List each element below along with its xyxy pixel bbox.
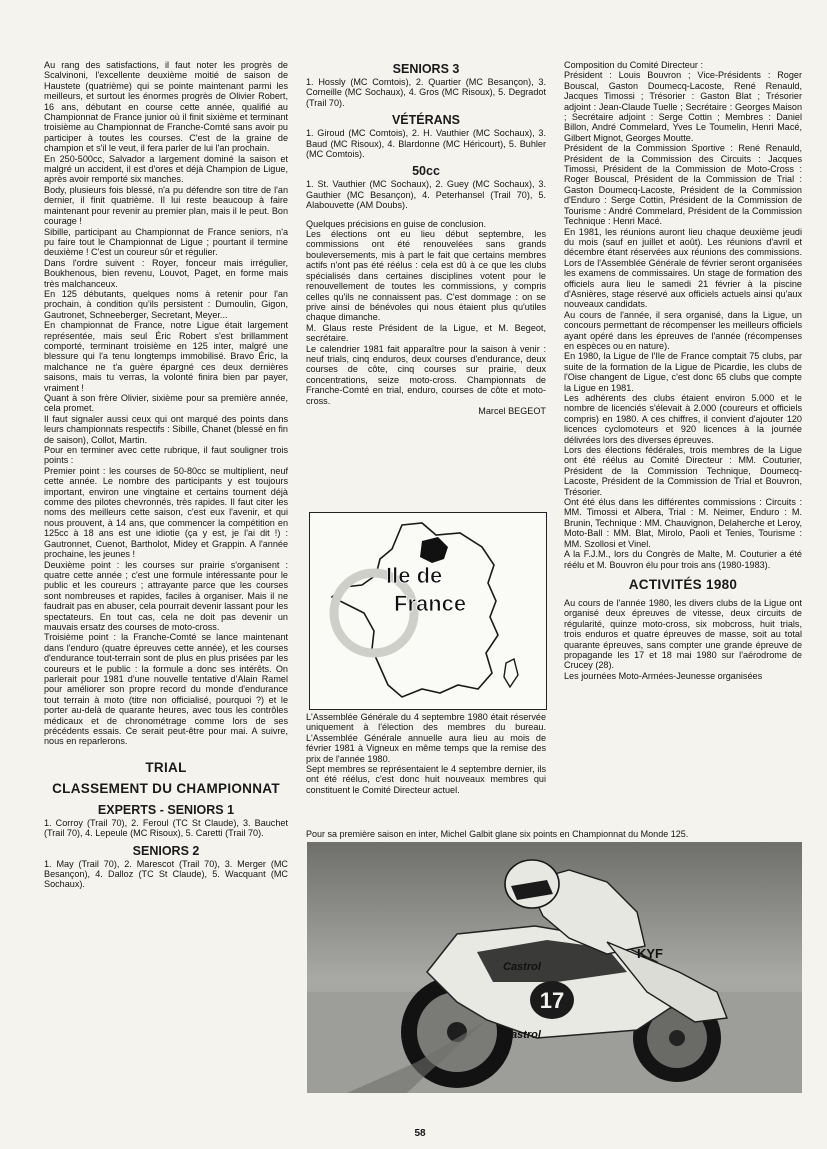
paragraph: Les adhérents des clubs étaient environ 5.000 et le nombre de licenciés s'élevait à 2.000 (coureurs et officiels compris) en 1980. A ces chiffres, il convient d'ajouter 120 licences cyclomoteurs et 920 licences à la journée délivrées lors des diverses épreuves. xyxy=(564,393,802,445)
paragraph: Composition du Comité Directeur : xyxy=(564,60,703,70)
paragraph: Lors des élections fédérales, trois membres de la Ligue ont été réélus au Comité Directeur : MM. Couturier, Président de la Commission Technique, Doumecq-Lacoste, Président de la Commission de Trial et Bouvron, Trésorier. xyxy=(564,445,802,497)
france-map-icon xyxy=(310,513,546,709)
photo-caption: Pour sa première saison en inter, Michel Galbit glane six points en Championnat du Monde 125. xyxy=(306,829,689,839)
fairing-brand-bottom: Castrol xyxy=(503,1029,541,1041)
motorcycle-racer-icon xyxy=(307,842,802,1093)
column-left xyxy=(44,60,288,890)
activites-heading: ACTIVITÉS 1980 xyxy=(628,576,738,592)
seniors3-results: 1. Hossly (MC Comtois), 2. Quartier (MC Besançon), 3. Corneille (MC Sochaux), 4. Gros (MC Risoux), 5. Degradot (Trail 70). xyxy=(306,77,546,108)
paragraph: En 1980, la Ligue de l'Ile de France comptait 75 clubs, par suite de la formation de la Ligue de Picardie, les clubs de l'Oise changent de Ligue, c'est donc 65 clubs que compte la Ligue en 1981. xyxy=(564,351,802,393)
championship-heading: CLASSEMENT DU CHAMPIONNAT xyxy=(52,780,280,796)
experts-results: 1. Corroy (Trail 70), 2. Feroul (TC St Claude), 3. Bauchet (Trail 70), 4. Lepeule (MC Risoux), 5. Caretti (Trail 70). xyxy=(44,817,288,839)
experts-seniors1-heading: EXPERTS - SENIORS 1 xyxy=(97,802,235,817)
veterans-heading: VÉTÉRANS xyxy=(391,113,461,128)
paragraph: A la F.J.M., lors du Congrès de Malte, M. Couturier a été réélu et M. Bouvron élu pour trois ans (1980-1983). xyxy=(564,549,802,570)
paragraph: Au cours de l'année 1980, les divers clubs de la Ligue ont organisé deux épreuves de vitesse, deux circuits de régularité, quinze moto-cross, six mobcross, huit trials, trois enduros et quatre épreuves de masse, soit au total quarante épreuves, sans compter une grande épreuve de propagande les 17 et 18 mai 1980 sur l'aérodrome de Crucey (28). xyxy=(564,597,802,671)
paragraph: Président : Louis Bouvron ; Vice-Présidents : Roger Bouscal, Gaston Doumecq-Lacoste, René Renauld, Jacques Timossi ; Trésorier : Gaston Blat ; Trésorier adjoint : Jean-Claude Tuelle ; Secrétaire : Georges Maison ; Secrétaire adjoint : Serge Cottin ; Membres : Daniel Billon, André Commelard, Yves Le Toumelin, Henri Macé, Gilbert Mignot, Georges Moutte. xyxy=(564,70,802,143)
paragraph: Pour en terminer avec cette rubrique, il faut souligner trois points : xyxy=(44,445,288,466)
map-label-top: Ile de xyxy=(386,563,443,588)
paragraph: Sibille, participant au Championnat de France seniors, n'a pu faire tout le Championnat de Ligue ; pourtant il termine deuxième ! C'est un coureur sûr et régulier. xyxy=(44,226,288,258)
paragraph: Dans l'ordre suivent : Royer, fonceur mais irrégulier, Boukhenous, bien revenu, Louvot, Paget, en forme mais très malchanceux. xyxy=(44,257,288,289)
seniors2-results: 1. May (Trail 70), 2. Marescot (Trail 70), 3. Merger (MC Besançon), 4. Dalloz (TC St Claude), 5. Wacquant (MC Sochaux). xyxy=(44,858,288,890)
paragraph: Body, plusieurs fois blessé, n'a pu défendre son titre de l'an dernier, il finit quatrième. Il lui reste beaucoup à faire maintenant pour revenir au premier plan, mais il le peut. Bon courage ! xyxy=(44,184,288,227)
paragraph: Quelques précisions en guise de conclusion. xyxy=(306,218,486,229)
paragraph: Il faut signaler aussi ceux qui ont marqué des points dans leurs championnats respectifs : Sibille, Chanet (blessé en fin de saison), Collot, Martin. xyxy=(44,413,288,445)
paragraph: M. Glaus reste Président de la Ligue, et M. Begeot, secrétaire. xyxy=(306,322,546,344)
paragraph: Les journées Moto-Armées-Jeunesse organisées xyxy=(564,670,763,681)
paragraph: En 250-500cc, Salvador a largement dominé la saison et malgré un accident, il est d'ores et déjà Champion de Ligue, après avoir remporté six manches. xyxy=(44,153,288,185)
paragraph: En championnat de France, notre Ligue était largement représentée, mais seul Éric Robert s'est brillamment comporté, terminant troisième en 125 inter, malgré une blessure qui l'a tenu longtemps immobilisé. Bravo Éric, la malchance ne t'a guère épargné ces deux dernières saisons, mais tu verras, la volonté finira bien par payer, vraiment ! xyxy=(44,320,288,393)
paragraph: Au cours de l'année, il sera organisé, dans la Ligue, un concours permettant de récompenser les meilleurs officiels ayant opéré dans les épreuves de l'année (récompenses en espèces ou en nature). xyxy=(564,309,802,351)
paragraph: Troisième point : la Franche-Comté se lance maintenant dans l'enduro (quatre épreuves cette année), et les courses d'endurance tout-terrain sont de plus en plus prisées par les coureurs et le public : la formule a donc ses intérêts. On parlerait pour 1981 d'une nouvelle tentative d'Alain Ramel pour améliorer son propre record du monde d'endurance tout terrain à moto (titre non officialisé, pourquoi ?) et le porter au-delà de quarante heures, avec tous les contrôles médicaux et de chronométrage comme lors de ses précédents essais. Ce serait peut-être pour mai. A suivre, nous en reparlerons. xyxy=(44,632,288,747)
signature: Marcel BEGEOT xyxy=(478,405,546,416)
trial-heading: TRIAL xyxy=(145,759,187,775)
seniors2-heading: SENIORS 2 xyxy=(132,843,200,858)
paragraph: Au rang des satisfactions, il faut noter les progrès de Scalvinoni, l'excellente deuxième moitié de saison de Haustete (quatrième) qui se pointe maintenant parmi les meilleurs, et surtout les énormes progrès de Olivier Robert, 16 ans, débutant en course cette année, qualifié au Championnat de France junior où il finit sixième et terminant troisième au Championnat de Franche-Comté sans avoir pu participer à toutes les courses. C'est de la graine de champion et s'il le veut, il fera parler de lui l'an prochain. xyxy=(44,60,288,154)
column-middle xyxy=(306,62,546,416)
seniors3-heading: SENIORS 3 xyxy=(392,62,460,76)
ile-de-france-map xyxy=(309,512,547,710)
page-number: 58 xyxy=(414,1128,426,1139)
paragraph: Deuxième point : les courses sur prairie s'organisent : quatre cette année ; c'est une formule intéressante pour le public et les coureurs ; attrayante parce que les courses sont nombreuses et rapides, faciles à organiser. Mais il ne faudrait pas en abuser, cela pourrait devenir lassant pour les spectateurs. En tout cas, cela ne doit pas devenir un mauvais ersatz des courses de moto-cross. xyxy=(44,559,288,632)
paragraph: Les élections ont eu lieu début septembre, les commissions ont été renouvelées sans grands bouleversements, mis à part le fait que certains membres actifs n'ont pas été réélus : cela est dû à ce que les clubs spécialisés dans certaines disciplines votent pour le renouvellement de toutes les commissions, y compris celles qu'ils ne connaissent pas. C'est dommage : on se prive ainsi de bénévoles qui nous étaient plus qu'utiles chaque dimanche. xyxy=(306,229,546,323)
paragraph: Président de la Commission Sportive : René Renauld, Président de la Commission des Circuits : Jacques Timossi, Président de la Commission de Moto-Cross : Roger Bouscal, Président de la Commission de Trial : Gaston Doumecq-Lacoste, Président de la Commission d'Enduro : Serge Cottin, Président de la Commission de Tourisme : André Commelard, Président de la Commission Technique : Henri Macé. xyxy=(564,143,802,227)
map-label-bottom: France xyxy=(394,591,467,616)
fairing-number: 17 xyxy=(539,988,565,1013)
veterans-results: 1. Giroud (MC Comtois), 2. H. Vauthier (MC Sochaux), 3. Baud (MC Risoux), 4. Blardonne (MC Héricourt), 5. Buhler (MC Comtois). xyxy=(306,128,546,160)
paragraph: Ont été élus dans les différentes commissions : Circuits : MM. Timossi et Albera, Trial : M. Neimer, Enduro : M. Brunin, Technique : MM. Chauvignon, Delaherche et Leroy, Moto-Ball : MM. Blat, Mirolo, Paoli et Tenies, Tourisme : MM. Szollosi et Vinel. xyxy=(564,497,802,549)
cc50-heading: 50cc xyxy=(412,164,440,179)
paragraph: En 125 débutants, quelques noms à retenir pour l'an prochain, à condition qu'ils persistent : Dumoulin, Gigon, Gautronet, Schneeberger, Secretant, Meyer... xyxy=(44,288,288,320)
paragraph: Le calendrier 1981 fait apparaître pour la saison à venir : neuf trials, cinq enduros, deux courses d'endurance, deux courses de côte, cinq courses sur prairie, deux concentrations, seize moto-cross. Championnats de Franche-Comté en trial, enduro, courses de côte et moto-cross. xyxy=(306,343,546,406)
cc50-results: 1. St. Vauthier (MC Sochaux), 2. Guey (MC Sochaux), 3. Gauthier (MC Besançon), 4. Peterhansel (Trail 70), 5. Alabouvette (AM Doubs). xyxy=(306,179,546,211)
tank-lettering: KYF xyxy=(637,946,663,961)
paragraph: Premier point : les courses de 50-80cc se multiplient, neuf cette année. Le nombre des participants y est toujours important, environ une vingtaine et certains tournent déjà comme des pilotes chevronnés, très rapides. Il faut citer les noms des meilleurs cette saison, c'est eux l'avenir, et qui nous prouvent, à 14 ans, que commencer la compétition en 125cc à 18 ans est une idiotie (ça y est, je l'ai dit !) : Gautronnet, Cuenot, Bartholot, Midey et Grappin. A l'année prochaine, les jeunes ! xyxy=(44,465,288,560)
paragraph: En 1981, les réunions auront lieu chaque deuxième jeudi du mois (sauf en juillet et août). Les réunions d'avril et décembre étant réservées aux réunions des commissions. Lors de l'Assemblée Générale de février seront organisées les examens de commissaires. Un stage de formation des officiels aura lieu le samedi 21 février à la piscine d'Asnières, stage réservé aux officiels actuels ainsi qu'aux nouveaux candidats. xyxy=(564,226,802,310)
motorcycle-photo xyxy=(307,842,802,1093)
paragraph: L'Assemblée Générale du 4 septembre 1980 était réservée uniquement à l'élection des membres du bureau. L'Assemblée Générale annuelle aura lieu au mois de février 1981 à Vigneux en même temps que la remise des prix de l'année 1980. xyxy=(306,712,546,764)
fairing-brand-top: Castrol xyxy=(503,961,541,973)
column-right xyxy=(564,60,802,681)
paragraph: Quant à son frère Olivier, sixième pour sa première année, cela promet. xyxy=(44,393,288,414)
paragraph: Sept membres se représentaient le 4 septembre dernier, ils ont été réélus, c'est donc huit nouveaux membres qui constituent le Comité Directeur actuel. xyxy=(306,764,546,795)
column-middle-lower xyxy=(306,712,546,795)
